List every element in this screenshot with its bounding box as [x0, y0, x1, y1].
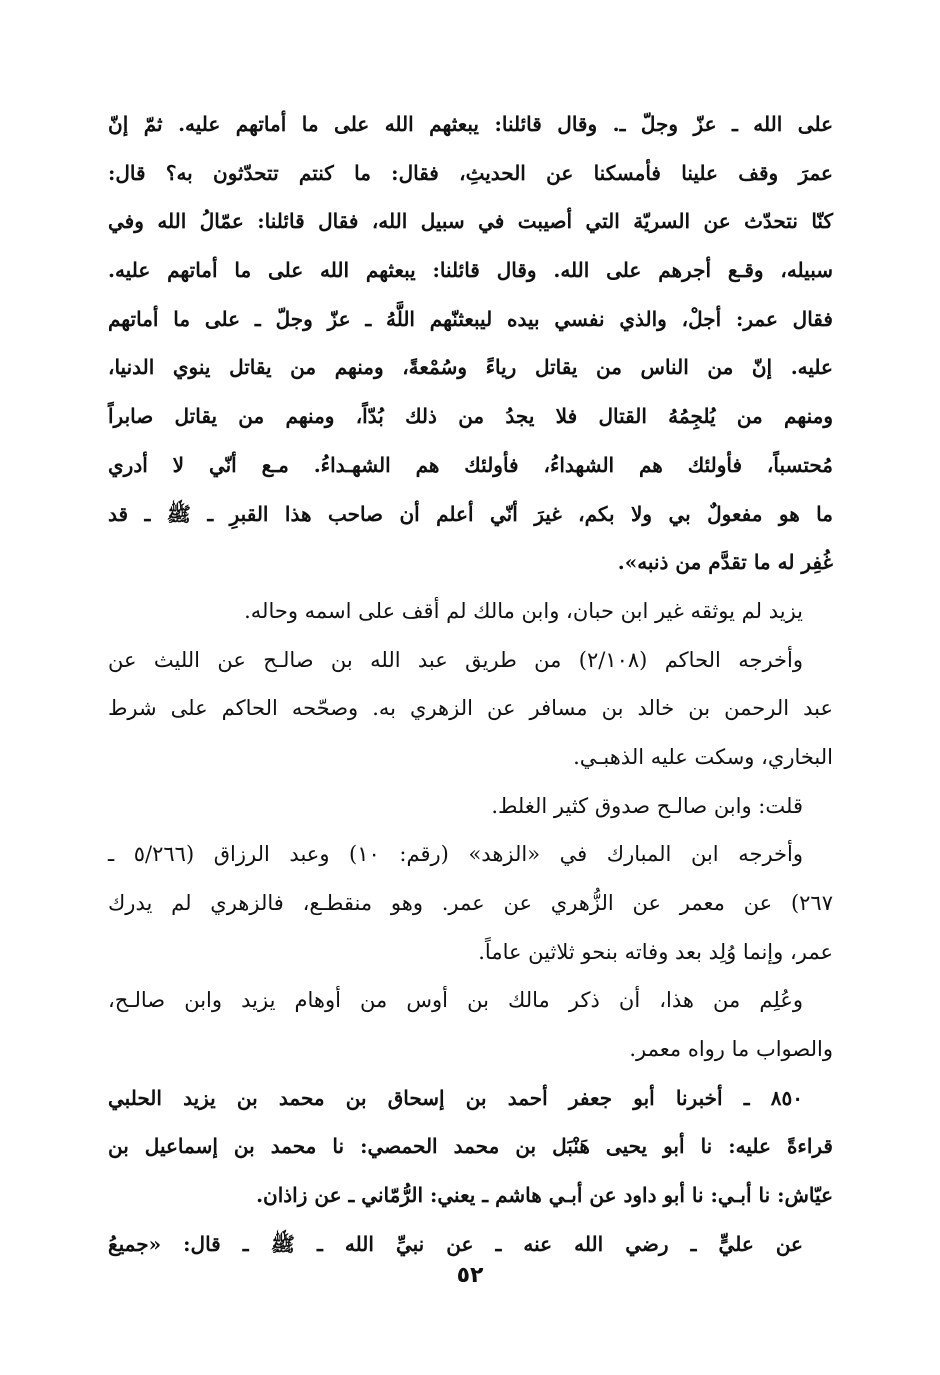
page-body: [108, 100, 833, 1269]
text-line: قلت: وابن صالـح صدوق كثير الغلط.: [491, 793, 803, 818]
text-line: على الله ـ عزّ وجلّ ـ. وقال قائلنا: يبعثهم الله على ما أماتهم عليه. ثمّ إنّ: [108, 112, 833, 136]
page-number: ٥٢: [456, 1263, 484, 1288]
text-line: عيّاش: نا أبـي: نا أبو داود عن أبـي هاشم ـ يعني: الرُّمّاني ـ عن زاذان.: [256, 1183, 833, 1208]
hadith-isnad-block: [108, 1074, 833, 1269]
hadith-text-block: [108, 100, 833, 587]
text-line: عبد الرحمن بن خالد بن مسافر عن الزهري به. وصحّحه الحاكم على شرط: [108, 696, 833, 721]
text-line: ٢٦٧) عن معمر عن الزُّهري عن عمر. وهو منقطـع، فالزهري لم يدرك: [108, 891, 833, 915]
commentary-paragraph: [108, 636, 833, 782]
text-line: قراءةً عليه: نا أبو يحيى هَنْبَل بن محمد الحمصي: نا محمد بن إسماعيل بن: [108, 1134, 833, 1159]
text-line: البخاري، وسكت عليه الذهبـي.: [573, 744, 833, 769]
text-line: مُحتسباً، فأولئك هم الشهداءُ، فأولئك هم الشهـداءُ. مـع أنّي لا أدري: [108, 452, 833, 477]
commentary-paragraph: [108, 587, 833, 636]
commentary-paragraph: [108, 830, 833, 976]
text-line: عن عليٍّ ـ رضي الله عنه ـ عن نبيِّ الله ـ ﷺ ـ قال: «جميعُ: [108, 1231, 803, 1256]
text-line: غُفِر له ما تقدَّم من ذنبه».: [617, 550, 833, 575]
text-line: ما هو مفعولٌ بي ولا بكم، غيرَ أنّي أعلم أن صاحب هذا القبرِ ـ ﷺ ـ قد: [108, 501, 833, 526]
text-line: وأخرجه ابن المبارك في «الزهد» (رقم: ١٠) وعبد الرزاق (٥/٢٦٦ ـ: [108, 842, 803, 867]
text-line: عليه. إنّ من الناس من يقاتل رياءً وسُمْعةً، ومنهم من يقاتل ينوي الدنيا،: [108, 355, 833, 380]
text-line: فقال عمر: أجلْ، والذي نفسي بيده ليبعثنّهم اللَّهُ ـ عزّ وجلّ ـ على ما أماتهم: [108, 306, 833, 331]
text-line: وعُلِم من هذا، أن ذكر مالك بن أوس من أوهام يزيد وابن صالـح،: [108, 988, 803, 1013]
text-line: والصواب ما رواه معمر.: [629, 1037, 833, 1062]
commentary-paragraph: [108, 976, 833, 1073]
text-line: ومنهم من يُلجِمُهُ القتال فلا يجدُ من ذلك بُدّاً، ومنهم من يقاتل صابراً: [108, 404, 833, 429]
text-line: ٨٥٠ ـ أخبرنا أبو جعفر أحمد بن إسحاق بن محمد بن يزيد الحلبي: [108, 1085, 803, 1110]
commentary-paragraph: [108, 782, 833, 831]
text-line: كنّا نتحدّث عن السريّة التي أصيبت في سبيل الله، فقال قائلنا: عمّالُ الله وفي: [108, 209, 833, 234]
text-line: عمر، وإنما وُلِد بعد وفاته بنحو ثلاثين عاماً.: [478, 939, 833, 964]
text-line: سبيله، وقـع أجرهم على الله. وقال قائلنا: يبعثهم الله على ما أماتهم عليه.: [108, 258, 833, 283]
text-line: عمرَ وقف علينا فأمسكنا عن الحديثِ، فقال: ما كنتم تتحدّثون به؟ قال:: [108, 160, 833, 185]
text-line: وأخرجه الحاكم (٢/١٠٨) من طريق عبد الله بن صالـح عن الليث عن: [108, 647, 803, 672]
text-line: يزيد لم يوثقه غير ابن حبان، وابن مالك لم أقف على اسمه وحاله.: [244, 598, 803, 623]
